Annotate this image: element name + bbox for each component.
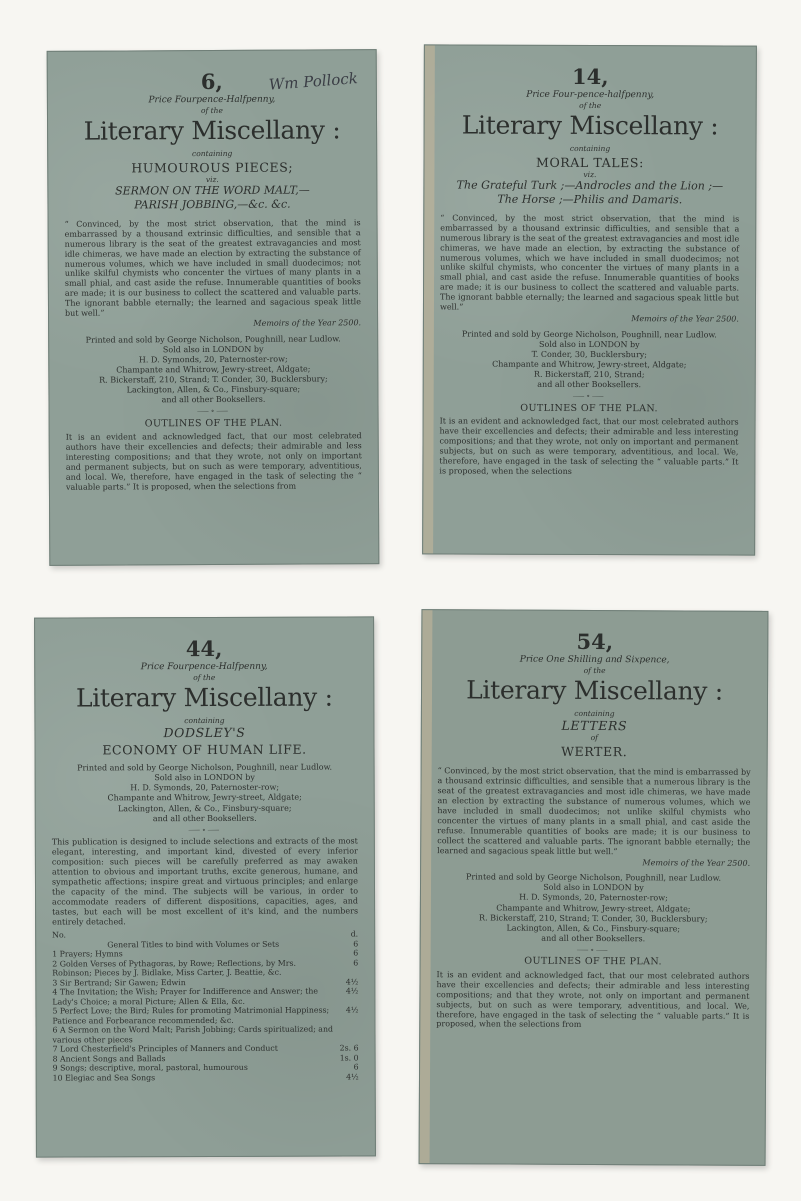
- containing-label: containing: [192, 148, 233, 158]
- ornament-divider: ⸺∘⸺: [572, 392, 606, 401]
- publisher-line: Lackington, Allen, & Co., Finsbury-square;: [126, 384, 301, 395]
- row-title: 1 Prayers; Hymns: [52, 949, 123, 959]
- publisher-line: Printed and sold by George Nicholson, Poughnill, near Ludlow.: [85, 334, 341, 345]
- publisher-line: Sold also in LONDON by: [162, 344, 264, 355]
- of-the: of the: [200, 105, 223, 116]
- series-title: Literary Miscellany :: [75, 682, 333, 713]
- handwritten-signature: Wm Pollock: [268, 69, 359, 94]
- row-title: 2 Golden Verses of Pythagoras, by Rowe; Reflections, by Mrs. Robinson; Pieces by J. Bidlake, Miss Carter, J. Beattie, &c.: [52, 958, 297, 978]
- of-label: of: [590, 732, 598, 743]
- row-title: 7 Lord Chesterfield's Principles of Manners and Conduct: [52, 1044, 278, 1054]
- publisher-line: Sold also in LONDON by: [154, 773, 255, 783]
- publisher-line: Champante and Whitrow, Jewry-street, Aldgate;: [107, 793, 302, 803]
- pamphlet-cover-44: [34, 616, 376, 1157]
- pamphlet-cover-54: [419, 609, 769, 1166]
- ornament-divider: ⸺∘⸺: [196, 407, 231, 416]
- row-price: 6: [353, 1062, 359, 1072]
- quote-source: Memoirs of the Year 2500.: [642, 857, 751, 868]
- publisher-line: Sold also in LONDON by: [539, 339, 640, 350]
- row-title: 3 Sir Bertrand; Sir Gawen; Edwin: [52, 977, 186, 988]
- subject-heading: WERTER.: [561, 743, 628, 760]
- publisher-line: Printed and sold by George Nicholson, Poughnill, near Ludlow.: [466, 872, 722, 883]
- contents-line: SERMON ON THE WORD MALT,—: [115, 183, 310, 198]
- table-row: [53, 1072, 359, 1083]
- issue-number: 44,: [185, 635, 223, 662]
- viz-label: viz.: [205, 174, 219, 185]
- of-the: of the: [583, 665, 606, 676]
- publisher-block: [440, 329, 739, 391]
- col-number-label: No.: [52, 930, 67, 940]
- publisher-line: Champante and Whitrow, Jewry-street, Aldgate;: [492, 359, 687, 370]
- series-title: Literary Miscellany :: [83, 115, 341, 146]
- row-price: 4½: [345, 986, 359, 996]
- row-price: [334, 1025, 358, 1044]
- publisher-line: Lackington, Allen, & Co., Finsbury-square;: [117, 803, 292, 813]
- publisher-line: H. D. Symonds, 20, Paternoster-row;: [519, 893, 668, 903]
- row-price: 6: [353, 958, 359, 968]
- of-the: of the: [579, 100, 602, 111]
- series-title: Literary Miscellany :: [461, 110, 719, 141]
- publisher-line: H. D. Symonds, 20, Paternoster-row;: [130, 783, 280, 793]
- publisher-line: R. Bickerstaff, 210, Strand; T. Conder, 30, Bucklersbury;: [99, 374, 328, 385]
- publisher-block: [65, 334, 361, 406]
- table-row: [52, 987, 358, 1007]
- price-line: Price One Shilling and Sixpence,: [519, 654, 670, 666]
- outlines-heading: OUTLINES OF THE PLAN.: [524, 956, 662, 968]
- publisher-block: [437, 872, 750, 944]
- price-line: Price Fourpence-Halfpenny,: [140, 661, 268, 673]
- row-title: 10 Elegiac and Sea Songs: [52, 1073, 156, 1083]
- publisher-line: and all other Booksellers.: [161, 394, 266, 405]
- contents-table: [52, 930, 359, 1083]
- row-price: 4½: [346, 1072, 359, 1082]
- quote-source: Memoirs of the Year 2500.: [631, 314, 739, 324]
- price-line: Price Four-pence-halfpenny,: [526, 89, 655, 101]
- col-price-label: d.: [350, 929, 359, 939]
- row-price: 2s. 6: [339, 1043, 359, 1053]
- outlines-text: It is an evident and acknowledged fact, that our most celebrated authors have their excellencies and defects; their admirable and less interesting compositions; and that they wrote, not only on important and permanent subjects, but on such as were temporary, adventitious, and local. We, therefore, have engaged in the task of selecting the “ valuable parts.” It is proposed, when the selections from: [436, 970, 750, 1030]
- quote-source: Memoirs of the Year 2500.: [253, 318, 362, 328]
- epigraph-quote: “ Convinced, by the most strict observation, that the mind is embarrassed by a thousand extrinsic difficulties, and sensible that a numerous library is the seat of the greatest extravagancies and most idle chimeras, we have made an election by extracting the substance of numerous volumes, which we have included in small duodecimos; not unlike skilful chymists who concenter the virtues of many plants in a small phial, and cast aside the refuse. Innumerable quantities of books are made; it is our business to collect the scattered and valuable parts. The ignorant babble eternally; the learned and sagacious speak little but well.”: [437, 766, 751, 856]
- series-title: Literary Miscellany :: [466, 675, 723, 706]
- of-the: of the: [193, 672, 216, 683]
- publisher-line: and all other Booksellers.: [541, 933, 646, 944]
- containing-label: containing: [574, 708, 615, 718]
- issue-number: 14,: [571, 63, 609, 90]
- publisher-line: and all other Booksellers.: [152, 813, 257, 823]
- row-price: 4½: [345, 1005, 359, 1015]
- subject-heading: MORAL TALES:: [536, 154, 644, 170]
- viz-label: viz.: [583, 169, 597, 180]
- row-title: 9 Songs; descriptive, moral, pastoral, humourous: [52, 1063, 248, 1073]
- issue-number: 6,: [200, 68, 223, 95]
- outlines-heading: OUTLINES OF THE PLAN.: [520, 402, 658, 415]
- subject-author: DODSLEY'S: [163, 724, 246, 740]
- table-row: [52, 1025, 358, 1045]
- containing-label: containing: [569, 143, 611, 153]
- contents-line: The Horse ;—Philis and Damaris.: [497, 192, 683, 206]
- ornament-divider: ⸺∘⸺: [188, 825, 222, 834]
- publisher-line: and all other Booksellers.: [537, 379, 642, 390]
- outlines-heading: OUTLINES OF THE PLAN.: [144, 417, 283, 430]
- row-price: 4½: [345, 977, 359, 987]
- subject-letters: LETTERS: [561, 717, 628, 733]
- pamphlet-cover-14: [422, 44, 757, 555]
- row-title: 8 Ancient Songs and Ballads: [52, 1054, 166, 1064]
- publisher-line: Sold also in LONDON by: [543, 883, 644, 893]
- table-row: [52, 1006, 358, 1026]
- outlines-text: It is an evident and acknowledged fact, that our most celebrated authors have their excellencies and defects; their admirable and less interesting compositions; and that they wrote, not only on important and permanent subjects, but on such as were temporary, adventitious, and local. We, therefore, have engaged in the task of selecting the “ valuable parts.” It is proposed, when the selections: [439, 416, 739, 476]
- publisher-line: Lackington, Allen, & Co., Finsbury-square;: [506, 923, 681, 934]
- outlines-text: It is an evident and acknowledged fact, that our most celebrated authors have their excellencies and defects; their admirable and less interesting compositions; and that they wrote, not only on important and permanent subjects, but on such as were temporary, adventitious, and local. We, therefore, have engaged in the task of selecting the “ valuable parts.” It is proposed, when the selections from: [65, 431, 362, 492]
- contents-line: PARISH JOBBING,—&c. &c.: [134, 197, 291, 211]
- row-title: 5 Perfect Love; the Bird; Rules for promoting Matrimonial Happiness; Patience and Forbearance recommended; &c.: [52, 1005, 330, 1026]
- subject-heading: HUMOUROUS PIECES;: [131, 159, 294, 176]
- publisher-line: Champante and Whitrow, Jewry-street, Aldgate;: [496, 903, 691, 914]
- table-header-price: 6: [353, 939, 359, 949]
- publisher-line: R. Bickerstaff, 210, Strand; T. Conder, 30, Bucklersbury;: [479, 913, 708, 924]
- epigraph-quote: “ Convinced, by the most strict observation, that the mind is embarrassed by a thousand extrinsic difficulties, and sensible that a numerous library is the seat of the greatest extravagancies and most idle chimeras, we have made an election, by extracting the substance of numerous volumes, which we have included in small duodecimos; not unlike skilful chymists, who concenter the virtues of many plants in a small phial, and cast aside the refuse. Innumerable quantities of books are made; it is our business to collect the scattered and valuable parts. The ignorant babble eternally; the learned and sagacious speak little but well.”: [439, 213, 740, 312]
- intro-text: This publication is designed to include selections and extracts of the most elegant, interesting, and important kind, divested of every inferior composition: such pieces will be carefully preferred as may awaken attention to obvious and important truths, excite generous, humane, and sympathetic affections; inspire great and virtuous principles; and enlarge the capacity of the mind. The subjects will be various, in order to accommodate readers of different dispositions, capacities, ages, and tastes, but each will be most excellent of it's kind, and the numbers entirely detached.: [51, 836, 359, 927]
- row-price: 6: [353, 948, 359, 958]
- row-title: 6 A Sermon on the Word Malt; Parish Jobbing; Cards spiritualized; and various other pieces: [52, 1024, 333, 1045]
- row-title: 4 The Invitation; the Wish; Prayer for Indifference and Answer; the Lady's Choice; a moral Picture; Allen & Ella, &c.: [52, 987, 318, 1007]
- publisher-line: R. Bickerstaff, 210, Strand;: [533, 369, 645, 380]
- publisher-line: T. Conder, 30, Bucklersbury;: [531, 349, 648, 360]
- table-header: General Titles to bind with Volumes or Sets: [107, 939, 280, 950]
- issue-number: 54,: [576, 628, 614, 655]
- publisher-block: [52, 763, 358, 825]
- containing-label: containing: [184, 715, 225, 725]
- row-price: 1s. 0: [339, 1053, 359, 1063]
- table-rows: [52, 949, 358, 1083]
- publisher-line: Printed and sold by George Nicholson, Poughnill, near Ludlow.: [461, 329, 717, 340]
- pamphlet-cover-6: [47, 49, 380, 566]
- epigraph-quote: “ Convinced, by the most strict observation, that the mind is embarrassed by a thousand extrinsic difficulties, and sensible that a numerous library is the seat of the greatest extravagancies and most idle chimeras, we have made an election by extracting the substance of numerous volumes, which we have included in small duodecimos; not unlike skilful chymists who concenter the virtues of many plants in a small phial, and cast aside the refuse. Innumerable quantities of books are made; it is our business to collect the scattered and valuable parts. The ignorant babble eternally; the learned and sagacious speak little but well.”: [64, 218, 361, 318]
- price-line: Price Fourpence-Halfpenny,: [148, 94, 276, 106]
- publisher-line: Printed and sold by George Nicholson, Poughnill, near Ludlow.: [77, 762, 333, 773]
- table-row: [52, 958, 358, 978]
- publisher-line: H. D. Symonds, 20, Paternoster-row;: [138, 354, 288, 365]
- subject-heading: ECONOMY OF HUMAN LIFE.: [102, 741, 307, 758]
- contents-line: The Grateful Turk ;—Androcles and the Lion ;—: [456, 178, 724, 193]
- ornament-divider: ⸺∘⸺: [576, 945, 610, 954]
- publisher-line: Champante and Whitrow, Jewry-street, Aldgate;: [116, 364, 311, 375]
